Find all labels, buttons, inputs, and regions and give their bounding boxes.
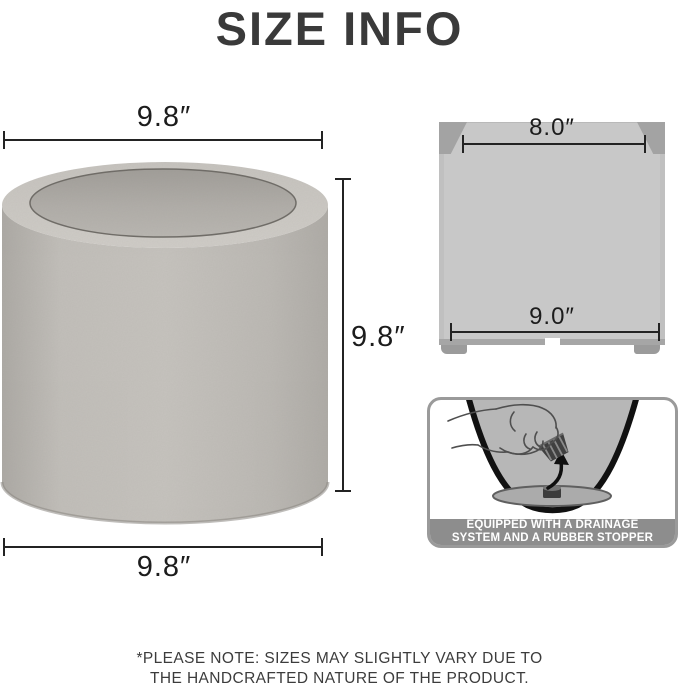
dimension-tick (335, 490, 351, 492)
dimension-bar (342, 178, 344, 492)
drainage-caption (430, 519, 675, 545)
footnote (0, 649, 679, 688)
drainage-illustration (430, 400, 675, 519)
dimension-tick (658, 323, 660, 341)
planter-pot-image (0, 160, 330, 526)
base-width-label: 9.0″ (529, 303, 575, 330)
footnote-line1: *PLEASE NOTE: SIZES MAY SLIGHTLY VARY DUE TO (136, 650, 543, 667)
bottom-width-label: 9.8″ (136, 551, 192, 583)
base-width-dimension-line (450, 323, 660, 341)
top-width-label: 9.8″ (136, 101, 192, 133)
drainage-caption-line1: EQUIPPED WITH A DRAINAGE (466, 519, 639, 531)
height-dimension-line (335, 178, 351, 492)
cross-section-diagram (439, 114, 665, 357)
height-label: 9.8″ (351, 321, 406, 353)
dimension-tick (644, 135, 646, 153)
pot-foot-left (441, 345, 467, 354)
footnote-line2: THE HANDCRAFTED NATURE OF THE PRODUCT. (150, 669, 529, 687)
opening-width-label: 8.0″ (529, 114, 575, 141)
drainage-info-box (427, 397, 678, 548)
dimension-bar (462, 143, 646, 145)
opening-width-dimension-line (462, 135, 646, 153)
drainage-caption-line2: SYSTEM AND A RUBBER STOPPER (451, 532, 654, 544)
dimension-bar (450, 331, 660, 333)
pot-foot-right (634, 345, 660, 354)
dimension-bar (3, 546, 323, 548)
dimension-bar (3, 139, 323, 141)
page-title: SIZE INFO (215, 2, 464, 55)
